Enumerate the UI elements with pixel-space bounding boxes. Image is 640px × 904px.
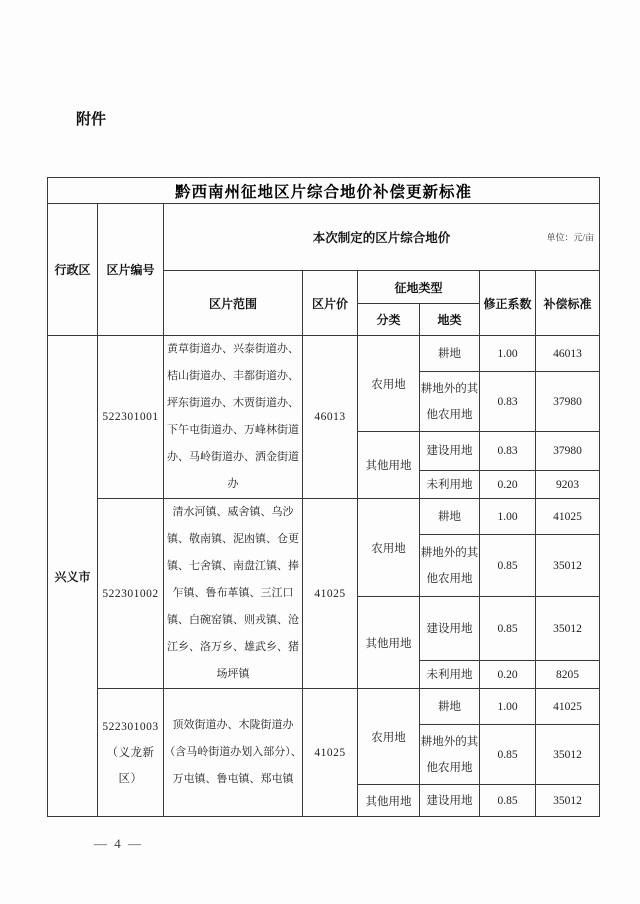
cell-admin-region: 兴义市 (48, 336, 98, 817)
cell-scope: 清水河镇、威舍镇、乌沙镇、敬南镇、泥凼镇、仓更镇、七舍镇、南盘江镇、捧乍镇、鲁布革镇、三江口镇、白碗窑镇、则戎镇、沧江乡、洛万乡、雄武乡、猪场坪镇 (164, 499, 303, 689)
unit-note: 单位：元/亩 (546, 232, 595, 243)
cell-factor: 1.00 (480, 499, 536, 535)
cell-factor: 0.85 (480, 535, 536, 597)
cell-factor: 0.83 (480, 432, 536, 471)
cell-standard: 35012 (536, 785, 600, 817)
cell-factor: 0.20 (480, 471, 536, 499)
cell-district-price: 41025 (303, 499, 358, 689)
district-code-note: （义龙新区） (106, 746, 155, 785)
table-row (48, 499, 600, 535)
cell-standard: 9203 (536, 471, 600, 499)
cell-standard: 35012 (536, 535, 600, 597)
header-composite-price (164, 204, 600, 271)
header-admin-region: 行政区 (48, 204, 98, 336)
district-code-value: 522301002 (102, 587, 159, 600)
cell-factor: 1.00 (480, 336, 536, 372)
cell-standard: 37980 (536, 432, 600, 471)
page-number: — 4 — (94, 836, 143, 851)
header-classification: 分类 (358, 304, 420, 336)
table-row (48, 689, 600, 725)
cell-land-type: 耕地 (420, 689, 480, 725)
cell-classification: 农用地 (358, 689, 420, 785)
cell-district-code (98, 689, 164, 817)
composite-price-title: 本次制定的区片综合地价 (312, 231, 451, 245)
cell-land-type: 耕地外的其他农用地 (420, 725, 480, 785)
district-code-value: 522301001 (102, 411, 159, 423)
table-title: 黔西南州征地区片综合地价补偿更新标准 (48, 178, 600, 204)
cell-land-type: 未利用地 (420, 471, 480, 499)
cell-classification: 其他用地 (358, 785, 420, 817)
cell-land-type: 建设用地 (420, 785, 480, 817)
cell-standard: 37980 (536, 372, 600, 432)
composite-price-wrap (164, 228, 599, 246)
cell-factor: 1.00 (480, 689, 536, 725)
cell-district-code (98, 499, 164, 689)
cell-land-type: 耕地 (420, 499, 480, 535)
header-scope: 区片范围 (164, 271, 303, 336)
cell-classification: 农用地 (358, 336, 420, 432)
header-district-price: 区片价 (303, 271, 358, 336)
header-row-1 (48, 204, 600, 271)
attachment-label: 附件 (76, 111, 107, 128)
table-row (48, 336, 600, 372)
cell-land-type: 未利用地 (420, 661, 480, 689)
header-land-type: 地类 (420, 304, 480, 336)
header-district-code: 区片编号 (98, 204, 164, 336)
cell-scope: 黄草街道办、兴泰街道办、桔山街道办、丰都街道办、坪东街道办、木贾街道办、下午屯街道办、万峰林街道办、马岭街道办、洒金街道办 (164, 336, 303, 499)
cell-factor: 0.83 (480, 372, 536, 432)
cell-classification: 农用地 (358, 499, 420, 597)
cell-land-type: 建设用地 (420, 597, 480, 661)
cell-district-price: 41025 (303, 689, 358, 817)
header-correction-factor: 修正系数 (480, 271, 536, 336)
cell-factor: 0.85 (480, 725, 536, 785)
cell-standard: 41025 (536, 689, 600, 725)
cell-land-type: 耕地 (420, 336, 480, 372)
cell-land-type: 耕地外的其他农用地 (420, 535, 480, 597)
district-code-value: 522301003 (102, 720, 159, 733)
cell-factor: 0.20 (480, 661, 536, 689)
cell-classification: 其他用地 (358, 597, 420, 689)
cell-factor: 0.85 (480, 785, 536, 817)
compensation-standard-table (47, 177, 600, 817)
cell-standard: 35012 (536, 597, 600, 661)
cell-standard: 35012 (536, 725, 600, 785)
table-title-row (48, 178, 600, 204)
cell-scope: 顶效街道办、木陇街道办（含马岭街道办划入部分）、万屯镇、鲁屯镇、郑屯镇 (164, 689, 303, 817)
cell-land-type: 建设用地 (420, 432, 480, 471)
cell-district-code (98, 336, 164, 499)
cell-standard: 46013 (536, 336, 600, 372)
cell-land-type: 耕地外的其他农用地 (420, 372, 480, 432)
cell-classification: 其他用地 (358, 432, 420, 499)
cell-district-price: 46013 (303, 336, 358, 499)
cell-factor: 0.85 (480, 597, 536, 661)
header-compensation-standard: 补偿标准 (536, 271, 600, 336)
cell-standard: 41025 (536, 499, 600, 535)
cell-standard: 8205 (536, 661, 600, 689)
header-acquisition-type: 征地类型 (358, 271, 480, 304)
